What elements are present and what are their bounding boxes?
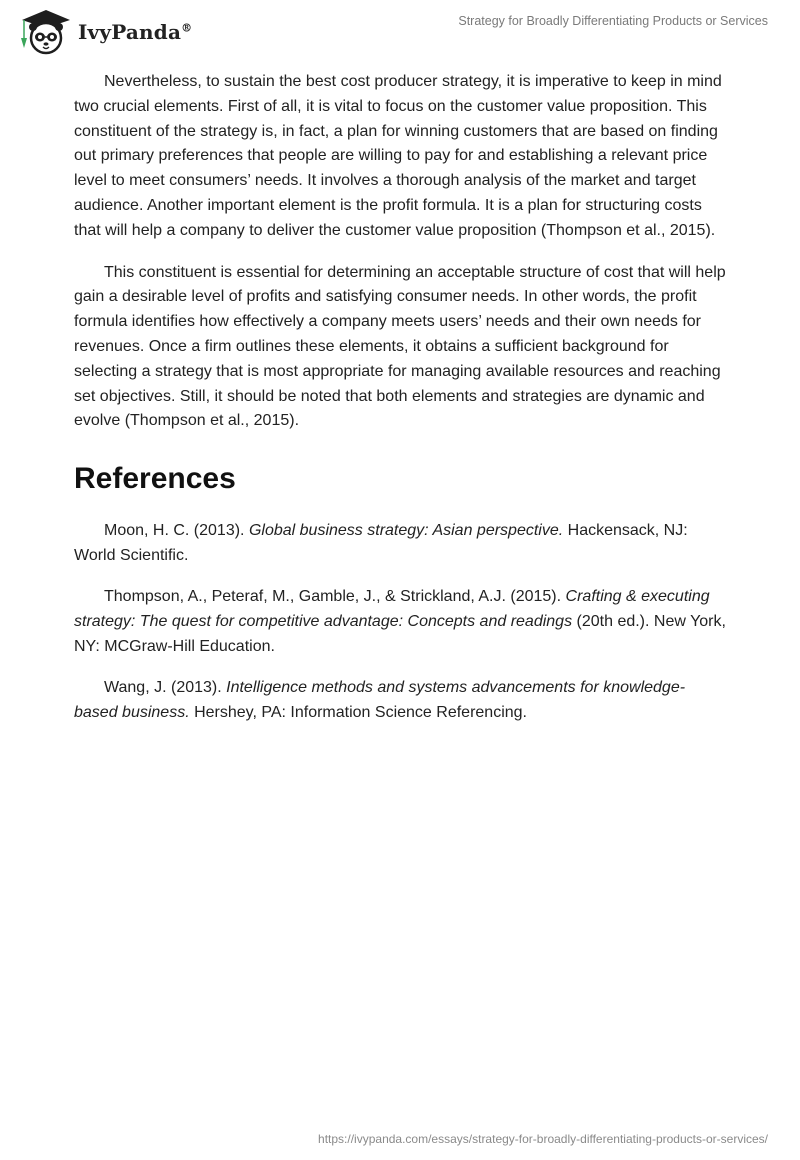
reference-title: Global business strategy: Asian perspective. <box>248 522 564 540</box>
panda-graduate-icon <box>14 8 74 56</box>
reference-entry: Thompson, A., Peteraf, M., Gamble, J., & Strickland, A.J. (2015). Crafting & executing strategy: The quest for competitive advantage: Concepts and readings (20th ed.). New York, NY: MCGraw-Hill Education. <box>74 588 726 656</box>
document-body <box>74 70 726 741</box>
reference-title: Intelligence methods and systems advancements for knowledge-based business. <box>74 679 686 722</box>
ivypanda-logo[interactable] <box>14 8 192 56</box>
references-heading: References <box>74 462 236 496</box>
brand-name: IvyPanda® <box>78 20 193 44</box>
body-paragraph: This constituent is essential for determining an acceptable structure of cost that will help gain a desirable level of profits and satisfying consumer needs. In other words, the profit formula identifies how effectively a company meets users’ needs and their own needs for revenues. Once a firm outlines these elements, it obtains a sufficient background for selecting a strategy that is most appropriate for managing available resources and reaching set objectives. Still, it should be noted that both elements and strategies are dynamic and evolve (Thompson et al., 2015). <box>74 263 726 430</box>
reference-title: Crafting & executing strategy: The quest for competitive advantage: Concepts and readings <box>74 588 710 631</box>
source-url-link[interactable]: https://ivypanda.com/essays/strategy-for-broadly-differentiating-products-or-services/ <box>318 1132 768 1146</box>
page-header <box>0 0 800 60</box>
reference-entry: Wang, J. (2013). Intelligence methods and systems advancements for knowledge-based business. Hershey, PA: Information Science Referencing. <box>74 679 686 722</box>
reference-entry: Moon, H. C. (2013). Global business strategy: Asian perspective. Hackensack, NJ: World Scientific. <box>74 522 688 565</box>
running-title: Strategy for Broadly Differentiating Products or Services <box>458 14 768 28</box>
body-paragraph: Nevertheless, to sustain the best cost producer strategy, it is imperative to keep in mind two crucial elements. First of all, it is vital to focus on the customer value proposition. This constituent of the strategy is, in fact, a plan for winning customers that are based on finding out primary preferences that people are willing to pay for and establishing a relevant price level to meet consumers’ needs. It involves a thorough analysis of the market and target audience. Another important element is the profit formula. It is a plan for structuring costs that will help a company to deliver the customer value proposition (Thompson et al., 2015). <box>74 73 722 239</box>
